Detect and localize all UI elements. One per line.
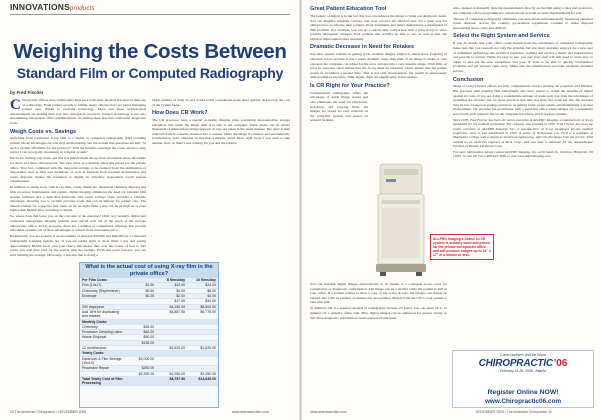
cost-table-cell: $250.00 xyxy=(141,366,155,371)
column-1 xyxy=(10,98,146,259)
left-footer-url: www.americanchiro.com xyxy=(232,410,269,414)
column-4 xyxy=(453,6,593,160)
cost-table-cell: Chemistry (Replenisher) xyxy=(82,288,120,293)
photo-caption xyxy=(430,234,494,260)
cost-table-cell: $1.50 xyxy=(145,283,155,288)
paragraph: Many of today's newer offices are fully computerized and are starting out paperless and filmless. But practices with existing film radiography also have reason to weigh the benefits of digital against its costs. If you are doing a considerable amount of scans each day, then the advantages of switching are obvious; but for those practices that take less than five scans per day, the decision may be less focused on savings and more on getting faster, better results and maintaining a cleaner environment. CR provides the practitioner with a paperless office where images are conveniently stored with each patient's file on the computer hard drive and in backup systems. xyxy=(453,84,593,116)
paragraph: The beauty of digital is in the fact that you can enhance the image to bring out diagnostic detail. You can magnify, brighten contrast, and even colorize the affected area. It's a great way for chiropractors to educate their patients about treatments and better demonstrate a misaligned or disk problem. For example, you can do a side-by-side comparison with a prior X-ray to show positive therapeutic changes. Your patients will actually be able to see, as well as feel, the physical improvement after treatment. xyxy=(310,13,447,41)
brand-name: INNOVATIONS xyxy=(10,2,70,12)
cost-table-cell xyxy=(125,299,156,303)
cost-table-cell xyxy=(80,299,125,303)
cost-table-cell xyxy=(156,330,187,334)
cost-table-cell xyxy=(80,341,125,345)
cost-table-cell: $34.00 xyxy=(205,299,216,304)
cost-table-cell: $50.00 xyxy=(143,335,155,340)
cost-table-title: What is the actual cost of using X-ray film in the private office? xyxy=(80,263,218,278)
paragraph: The CR processor uses a special re-usable imaging plate containing photosensitive storage phosphors that retain the image until it is sent to the computer. These plates can be reused thousands of times before being replaced. X-rays are taken in the usual manner. The plate is then removed from its cassette, inserted into a scanner where the image is scanned, and automatically transferred to your computer in less than a minute. You'll know right away if you need to take another view, so there's less waiting for you and the patient. xyxy=(152,118,290,146)
cost-table-cell: Yearly Costs: xyxy=(82,351,105,356)
section-heading: Great Patient Education Tool xyxy=(310,6,387,12)
column-2 xyxy=(152,98,290,147)
byline: by Fred Fischer xyxy=(10,90,44,95)
cost-table-cell: $135.00 xyxy=(141,340,155,345)
photo-caption-text: ALLPRO Imaging's ScanX 14 CR system is suitably sized and priced for the private chiropractic office and will produce images up to 14" x 17" in a minute or less. xyxy=(433,236,491,257)
cost-table-cell: $4.00 xyxy=(176,288,186,293)
cost-table-cell: $2,250.00 xyxy=(200,371,216,376)
cost-table-cell xyxy=(125,320,156,324)
cost-table-cell: $4,887.50 xyxy=(169,309,186,314)
ad-date: February 24-26, 2006 · Atlanta xyxy=(500,369,546,373)
section-heading: Select the Right System and Service xyxy=(453,33,550,40)
chiropractic-06-ad[interactable] xyxy=(452,350,594,408)
cost-table-cell xyxy=(156,366,187,370)
paragraph: You can transmit digital images electronically to an instant to a colleague across town for consultation or diagnostic confirmation. The image can be e-mailed while the patient is still in your office. If a patient wishes to have a copy of his or her X-rays, the images can simply be burned onto CD's in a matter of minutes for just pennies. Simply hand the CD to your patient to take with him. xyxy=(310,282,447,305)
section-heading: Conclusion xyxy=(453,76,484,83)
cost-table-cell xyxy=(156,320,187,324)
cost-table-cell xyxy=(125,305,156,309)
section-heading: How Does CR Work? xyxy=(152,110,208,117)
ad-url-link[interactable]: www.Chiropractic06.com xyxy=(484,398,562,405)
cost-table-cell: $2,000.00 xyxy=(138,356,155,361)
cost-table-cell: $4,250.00 xyxy=(169,304,186,309)
intro-paragraph: hiropractic offices have traditionally kept pace with other medical practices in their use of technology. From patient records to billing, many chiropractors are better managing patient care, thanks to evolving technology. More and more technological advancements are making their way into chiropractic practices. Today's technology is not only streamlining chiropractic office administration, it's arming these practices with better diagnostic tools. xyxy=(10,98,147,125)
cost-table-cell: $13,645.00 xyxy=(198,376,216,381)
register-online-link[interactable]: Register Online NOW! xyxy=(487,389,559,396)
cost-table-cell xyxy=(125,377,156,386)
scanner-photo xyxy=(372,160,432,278)
cost-table-row xyxy=(80,357,218,367)
column-3 xyxy=(310,6,447,125)
cost-table-cell: $12.00 xyxy=(174,283,186,288)
cost-table-cell: $9,775.00 xyxy=(200,309,216,314)
paragraph: Also, instead of manually drawing measurements directly on the film using a ruler and protractor, the computer can be programmed to automatically provide accurate measurements for you. xyxy=(453,6,593,15)
author-bio: Since 2005, Fred Fischer has been the senior executive at ALLPRO Imaging, a manufacturer of X-ray equipment for the medical profession. The company was founded in 1993. Fred Fischer has been the senior executive at ALLPRO Imaging, Inc., a manufacturer of X-ray equipment for the medical profession, since it was established in 1993. A native of Hollywood, CA, Fred is a graduate of Manhattan College with a degree in electrical engineering. After his discharge from the service, Fred worked as an electrical engineer at RCA Corp., and was later a salesman for the Alexanderstar Division of Bowton Dickinson Corp. xyxy=(453,118,593,148)
cost-table-cell: $0.25 xyxy=(145,294,155,299)
cost-table-cell xyxy=(156,341,187,345)
column-3-lower xyxy=(310,282,447,322)
right-footer-url: www.americanchiro.com xyxy=(310,410,347,414)
cost-table-cell: Envelope xyxy=(82,294,97,299)
paragraph: So, where does that leave you on the cost side of the equation? Until very recently, digital and computed radiography imaging systems were priced well out of the reach of the average chiropractic office. Today, however, there are a number of competitive offerings that provide affordable systems, all of these advantages at a much more reasonable price. xyxy=(10,214,146,233)
paragraph: Switching from traditional X-ray film to a digital or computed radiography (CR) scanning system whose advantages are vast may seem enticing, but the bottom line questions are still, "Is such a system affordable for my practice?" Will the benefits outweigh the costs; and how long before I can recoup my investment in a digital system? xyxy=(10,136,146,155)
cost-table-cell: 250 days/year xyxy=(82,304,104,309)
paragraph: Realistically, you are looking at an investment of between $32,000 and $40,000 for a computed radiography scanning system. So, if you are taking eight or more films a day and saving approximately $8,000 every year (see chart), that means that, over the course of four to five years, you will have paid for the system with the savings. From that point forward, you can start banking the savings. Obviously, a practice that is doing a xyxy=(10,234,146,257)
cost-table-cell xyxy=(125,351,156,355)
cost-table-row xyxy=(80,310,218,320)
cost-table-cell: Total Yearly Cost of Film Processing xyxy=(82,376,123,386)
cost-table-cell: $2.00 xyxy=(176,294,186,299)
cost-table-cell: $0.50 xyxy=(145,288,155,293)
col-header: 16 films/day xyxy=(195,278,216,283)
cost-table-cell: $2,250.00 xyxy=(169,371,186,376)
col-header xyxy=(125,278,156,282)
col-header: Per Film Costs: xyxy=(82,278,108,283)
section-heading: Is CR Right for Your Practice? xyxy=(310,82,390,89)
cost-table-cell: $60.00 xyxy=(143,330,155,335)
cost-table-cell xyxy=(125,310,156,319)
contact-info: For more information, please contact ALLPRO Imaging, Inc. at 56 South St., 6th floor, Hicksville, NY 11801, or call toll free 1-800-645-3660 or visit www.allproimaging.com xyxy=(453,149,593,158)
cost-table-cell: $17.00 xyxy=(174,299,186,304)
section-heading: Weigh Costs vs. Savings xyxy=(10,128,77,135)
paragraph: You have greater latitude in getting good readable images. Digital is much more forgiving of exposure errors because it has a wider dynamic range than film. If an image is under or over exposed, the computer can adjust for the error and provide a very useable image. With film, an error in exposure often means that the X-ray must be repeated, which means that the patient would be irradiated a second time. This is not only inconvenient, but results in unnecessary added radiation exposure. With digital, there are significantly fewer retakes. xyxy=(310,52,447,80)
cost-table-cell xyxy=(187,341,218,345)
paragraph: Computerized radiography offers the advantage of quick image access and also eliminates the need for viewboxes, searching, and copying films. All images are stored for easy retrieval on the computer system and stored on secured backups. xyxy=(310,90,368,123)
cost-table-cell: $1,620.00 xyxy=(169,346,186,351)
cost-table-cell: $24.00 xyxy=(205,283,216,288)
cost-table-cell: $2,250.00 xyxy=(138,371,155,376)
col-header: 8 films/day xyxy=(167,278,186,283)
cost-table-cell: Waste Disposal xyxy=(82,335,107,340)
ad-logo-text: CHIROPRACTIC xyxy=(478,358,553,369)
cost-table-cell xyxy=(187,366,218,370)
cost-table-cell xyxy=(187,320,218,324)
cost-table-cell xyxy=(80,372,125,376)
paragraph: larger number of daily X-rays would reach a breakeven point more quickly and recoup the cost of the system faster. xyxy=(152,98,290,107)
cost-table xyxy=(79,262,219,408)
header-rule xyxy=(10,14,290,15)
paragraph: In addition to doing away with X-ray film, costly chemicals, hazardous chemical disposal and film processor maintenance and repairs, digital imaging eliminates the need for valuable film storage facilities and a dedicated darkroom. The space savings alone provides a valuable advantage, allowing you to reclaim precious room that can be utilized for patient care. The annual savings for a practice that takes an for an eight films a day can be as high as or even higher than $9,000 after switching to digital. xyxy=(10,185,146,213)
cost-table-cell: $8,757.50 xyxy=(169,376,186,381)
cost-table-cell: $4.00 xyxy=(207,294,216,299)
cost-table-cell: Add 15% for duplicating and retakes xyxy=(82,309,119,319)
cost-table-cell xyxy=(187,330,218,334)
right-folio: NOVEMBER 2005 • The American Chiropractor 11 xyxy=(476,410,552,414)
cost-table-cell: Darkroom & Film Storage (10x10) xyxy=(82,356,122,365)
cost-table-cell xyxy=(156,325,187,329)
section-heading: Dramatic Decrease in Need for Retakes xyxy=(310,44,415,51)
cost-table-cell xyxy=(156,351,187,355)
cost-table-cell: Chemistry xyxy=(82,324,98,329)
article-subtitle: Standard Film or Computed Radiography xyxy=(16,65,284,81)
cost-table-cell: $8.00 xyxy=(207,288,216,293)
cost-table-cell: $25.00 xyxy=(143,324,155,329)
paragraph: In addition, CR is a superior method of radiography because it's faster, you can share 10 to 15 minutes off a patient's office visit. Plus, digital images can be enhanced for greater clarity so that more diagnostic information can be extracted from them. xyxy=(310,306,447,320)
drop-cap: C xyxy=(10,96,21,113)
cost-table-cell: $1,620.00 xyxy=(200,346,216,351)
ad-tagline: Come Northern Visit the Show xyxy=(500,353,546,357)
cost-table-cell xyxy=(156,335,187,339)
cost-table-cell xyxy=(156,357,187,366)
cost-table-cell: 12 months/year xyxy=(82,346,107,351)
paragraph: The use of computed radiography eliminates concerns about environmentally hazardous chemical waste disposal. Across the country, government regulations continue to make disposal increasingly more costly and difficult. xyxy=(453,16,593,30)
cost-table-cell xyxy=(187,357,218,366)
cost-table-cell xyxy=(187,335,218,339)
ad-logo xyxy=(453,358,593,369)
cost-table-cell xyxy=(187,351,218,355)
cost-table-cell: Processor Repair xyxy=(82,366,110,371)
paragraph: Prices are coming way down and that has helped make the up-front investment more affordable for more and more chiropractors. The new price of a desktop sized and priced for the private office. That fact, combined with the long-term savings to be realized from the elimination of disposables such as film and chemicals, as well as freedom from frequent maintenance and waste disposal, makes the transition to digital an attractive proposition worth serious consideration. xyxy=(10,156,146,184)
cost-table-body xyxy=(80,283,218,386)
section-brand xyxy=(10,2,95,12)
cost-table-cell: Monthly Costs: xyxy=(82,319,108,324)
cost-table-row xyxy=(80,377,218,387)
cost-table-cell: Processor Cleaning Labor xyxy=(82,330,123,335)
left-folio: 10 The American Chiropractor • NOVEMBER 2005 xyxy=(10,410,87,414)
cost-table-cell: $8,500.00 xyxy=(200,304,216,309)
cost-table-cell xyxy=(187,325,218,329)
ad-logo-year: '06 xyxy=(553,358,568,369)
cost-table-cell xyxy=(125,346,156,350)
cost-table-cell: Film (14x17) xyxy=(82,283,102,288)
paragraph: If you do decide that your office could benefit from the advantages of computed radiography, make sure that you research not only the systems, but also their customer support. As a new user of unfamiliar technology, the technical assistance, training and service a dealer and manufacturer can provide is critical. While it's easy to use, you and your staff will still need to learn how to adjust to and use the new equipment, and your IT want to be able to quickly troubleshoot problems and get answers right away. Make sure the manufacturer provides excellent customer service. xyxy=(453,41,593,73)
brand-subtitle: products xyxy=(69,6,95,12)
article-title: Weighing the Costs Between xyxy=(13,40,287,63)
